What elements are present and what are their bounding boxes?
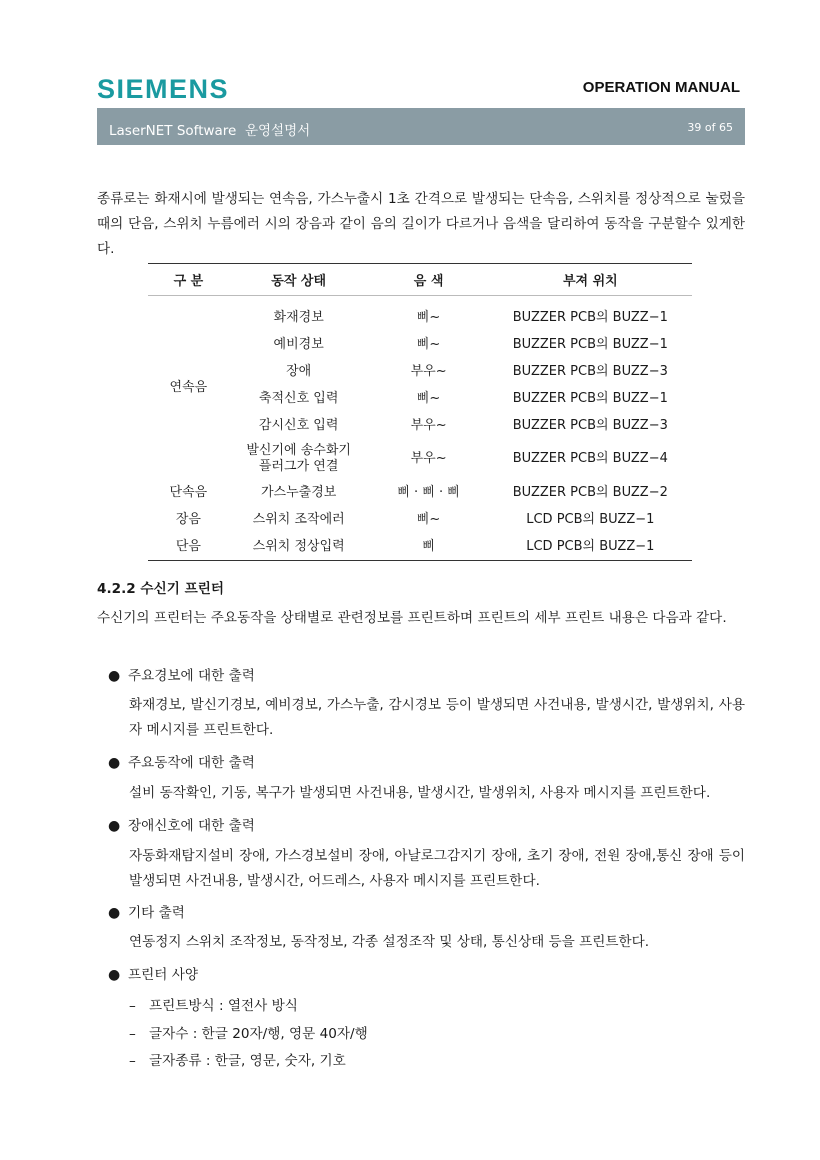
spec-item xyxy=(129,996,298,1016)
document-subtitle: LaserNET Software 운영설명서 xyxy=(109,123,311,139)
category-cell: 단속음 xyxy=(169,484,208,500)
bullet-title: 기타 출력 xyxy=(128,905,185,921)
bullet-icon: ● xyxy=(108,755,121,771)
header-category: 구 분 xyxy=(148,264,229,296)
location-cell: BUZZER PCB의 BUZZ−4 xyxy=(512,451,668,466)
location-cell: LCD PCB의 BUZZ−1 xyxy=(489,533,692,561)
bullet-title: 주요경보에 대한 출력 xyxy=(128,668,255,684)
location-cell: BUZZER PCB의 BUZZ−1 xyxy=(512,336,668,352)
bullet-title: 프린터 사양 xyxy=(128,967,198,983)
spec-text: 글자종류 : 한글, 영문, 숫자, 기호 xyxy=(149,1053,346,1069)
table-row xyxy=(148,385,692,412)
bullet-icon: ● xyxy=(108,967,121,983)
buzzer-table xyxy=(148,263,692,561)
spec-item xyxy=(129,1024,368,1044)
page-number: 39 of 65 xyxy=(687,121,733,134)
tone-cell: 삐 xyxy=(369,533,489,561)
tone-cell: 삐~ xyxy=(416,309,441,325)
state-cell: 스위치 정상입력 xyxy=(229,533,369,561)
location-cell: LCD PCB의 BUZZ−1 xyxy=(526,511,655,527)
tone-cell: 삐~ xyxy=(416,390,441,406)
header-tone: 음 색 xyxy=(369,264,489,296)
header-location: 부져 위치 xyxy=(489,264,692,296)
siemens-logo: SIEMENS xyxy=(97,74,230,104)
tone-cell: 삐~ xyxy=(416,336,441,352)
table-row xyxy=(148,506,692,533)
bullet-description: 설비 동작확인, 기동, 복구가 발생되면 사건내용, 발생시간, 발생위치, 사용자 메시지를 프린트한다. xyxy=(129,785,711,801)
state-cell: 가스누출경보 xyxy=(260,484,337,500)
location-cell: BUZZER PCB의 BUZZ−3 xyxy=(512,417,668,433)
tone-cell: 삐 · 삐 · 삐 xyxy=(397,484,460,500)
location-cell: BUZZER PCB의 BUZZ−1 xyxy=(512,309,668,325)
location-cell: BUZZER PCB의 BUZZ−2 xyxy=(512,484,668,500)
section-heading: 4.2.2 수신기 프린터 xyxy=(97,581,224,597)
bullet-description: 화재경보, 발신기경보, 예비경보, 가스누출, 감시경보 등이 발생되면 사건내용, 발생시간, 발생위치, 사용자 메시지를 프린트한다. xyxy=(129,697,745,738)
tone-cell: 부우~ xyxy=(410,363,447,379)
section-intro: 수신기의 프린터는 주요동작을 상태별로 관련정보를 프린트하며 프린트의 세부 프린트 내용은 다음과 같다. xyxy=(97,610,727,626)
location-cell: BUZZER PCB의 BUZZ−3 xyxy=(512,363,668,379)
table-row xyxy=(148,533,692,561)
table-row xyxy=(148,358,692,385)
state-cell: 장애 xyxy=(286,363,312,379)
bullet-item xyxy=(108,903,185,923)
state-cell: 감시신호 입력 xyxy=(258,417,339,433)
bullet-title: 장애신호에 대한 출력 xyxy=(128,818,255,834)
tone-cell: 부우~ xyxy=(410,417,447,433)
intro-paragraph: 종류로는 화재시에 발생되는 연속음, 가스누출시 1초 간격으로 발생되는 단속음, 스위치를 정상적으로 눌렀을 때의 단음, 스위치 누름에러 시의 장음과 같이 음의 길이가 다르거나 음색을 달리하여 동작을 구분할수 있게한다. xyxy=(97,191,745,257)
bullet-item xyxy=(108,965,198,985)
state-line: 발신기에 송수화기 xyxy=(246,443,351,458)
table-row xyxy=(148,439,692,479)
spec-text: 프린트방식 : 열전사 방식 xyxy=(149,998,298,1014)
category-cell: 연속음 xyxy=(169,379,208,395)
table-header-row xyxy=(148,264,692,296)
table-row xyxy=(148,331,692,358)
dash-icon: – xyxy=(129,1053,136,1069)
bullet-title: 주요동작에 대한 출력 xyxy=(128,755,255,771)
header-banner xyxy=(97,108,745,145)
table-row xyxy=(148,412,692,439)
tone-cell: 부우~ xyxy=(410,451,447,466)
spec-text: 글자수 : 한글 20자/행, 영문 40자/행 xyxy=(149,1026,368,1042)
bullet-item xyxy=(108,816,255,836)
state-cell xyxy=(229,439,369,479)
table-row xyxy=(148,296,692,332)
category-cell: 장음 xyxy=(175,511,201,527)
bullet-item xyxy=(108,753,255,773)
tone-cell: 삐~ xyxy=(416,511,441,527)
location-cell: BUZZER PCB의 BUZZ−1 xyxy=(512,390,668,406)
table-row xyxy=(148,479,692,506)
state-cell: 축적신호 입력 xyxy=(258,390,339,406)
spec-item xyxy=(129,1051,346,1071)
state-cell: 화재경보 xyxy=(273,309,324,325)
state-cell: 예비경보 xyxy=(273,336,324,352)
state-cell: 스위치 조작에러 xyxy=(252,511,345,527)
bullet-item xyxy=(108,666,255,686)
bullet-icon: ● xyxy=(108,905,121,921)
dash-icon: – xyxy=(129,998,136,1014)
bullet-icon: ● xyxy=(108,818,121,834)
bullet-description: 자동화재탐지설비 장애, 가스경보설비 장애, 아날로그감지기 장애, 초기 장애, 전원 장애,통신 장애 등이 발생되면 사건내용, 발생시간, 어드레스, 사용자 메시지를 프린트한다. xyxy=(129,848,745,889)
state-line: 플러그가 연결 xyxy=(258,459,339,474)
manual-title: OPERATION MANUAL xyxy=(582,79,740,96)
category-cell: 단음 xyxy=(148,533,229,561)
dash-icon: – xyxy=(129,1026,136,1042)
bullet-description: 연동정지 스위치 조작정보, 동작정보, 각종 설정조작 및 상태, 통신상태 등을 프린트한다. xyxy=(129,934,650,950)
header-state: 동작 상태 xyxy=(229,264,369,296)
bullet-icon: ● xyxy=(108,668,121,684)
